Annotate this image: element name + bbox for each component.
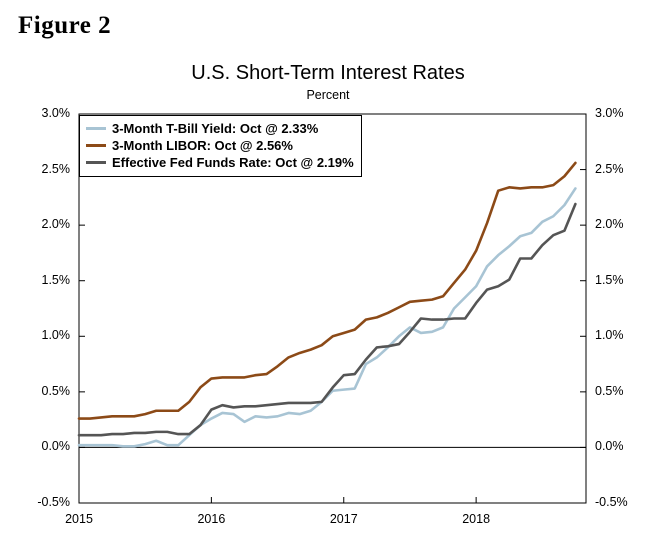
y-axis-tick-label-right: 0.0% [595,439,624,454]
legend-item-libor [86,137,354,154]
y-axis-tick-label-right: 0.5% [595,383,624,398]
y-axis-tick-label-left: 2.0% [41,217,70,232]
legend-swatch-libor [86,144,106,147]
legend-label-fedfunds: Effective Fed Funds Rate: Oct @ 2.19% [112,155,354,170]
y-axis-tick-label-left: 2.5% [41,161,70,176]
y-axis-tick-label-left: 1.0% [41,328,70,343]
y-axis-tick-label-right: 2.0% [595,217,624,232]
legend-label-tbill: 3-Month T-Bill Yield: Oct @ 2.33% [112,121,319,136]
y-axis-tick-label-right: 3.0% [595,106,624,120]
chart-subtitle: Percent [306,88,350,102]
legend-swatch-tbill [86,127,106,130]
x-axis-tick-label: 2015 [65,512,93,526]
legend-item-fedfunds [86,154,354,171]
series-line-0 [79,188,575,446]
x-axis-tick-label: 2016 [197,512,226,526]
y-axis-tick-label-left: 0.5% [41,383,70,398]
y-axis-tick-label-left: 0.0% [41,439,70,454]
x-axis-tick-label: 2018 [462,512,491,526]
chart-title: U.S. Short-Term Interest Rates [191,62,465,84]
chart-legend [79,115,362,177]
y-axis-tick-label-right: 2.5% [595,161,624,176]
y-axis-tick-label-left: 3.0% [41,106,70,120]
x-axis-tick-label: 2017 [329,512,358,526]
y-axis-tick-label-right: 1.0% [595,328,624,343]
y-axis-tick-label-left: 1.5% [41,272,70,287]
series-line-2 [79,204,575,435]
figure-label: Figure 2 [18,12,112,39]
y-axis-tick-label-left: -0.5% [37,495,70,509]
series-line-1 [79,163,575,419]
legend-item-tbill [86,120,354,137]
legend-label-libor: 3-Month LIBOR: Oct @ 2.56% [112,138,293,153]
y-axis-tick-label-right: -0.5% [595,495,628,509]
legend-swatch-fedfunds [86,161,106,164]
y-axis-tick-label-right: 1.5% [595,272,624,287]
